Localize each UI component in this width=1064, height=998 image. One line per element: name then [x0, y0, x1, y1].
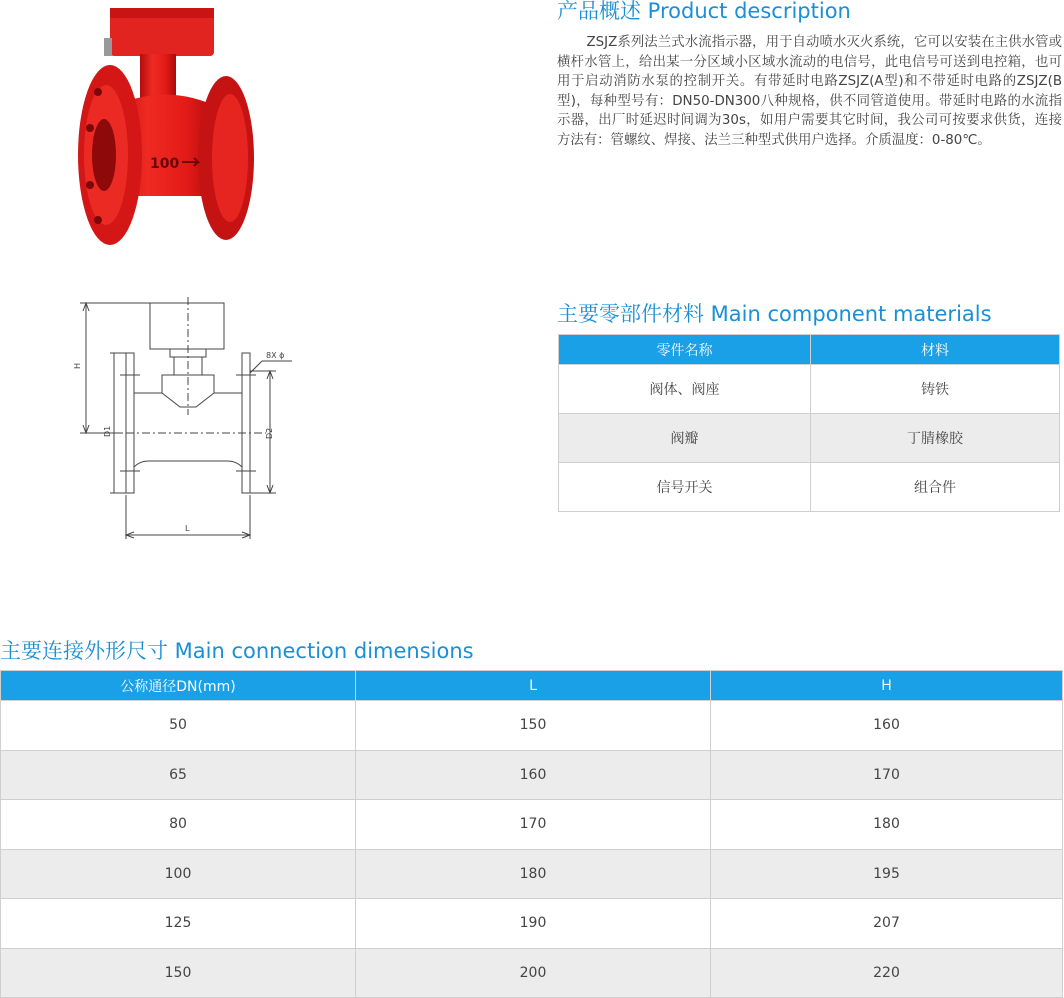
- product-description-heading: 产品概述 Product description: [557, 0, 851, 23]
- cell-l: 150: [356, 701, 711, 751]
- table-header-row: [559, 335, 1060, 365]
- label-d2: D2: [265, 427, 274, 439]
- label-h: H: [73, 362, 82, 369]
- cell-dn: 125: [1, 899, 356, 949]
- table-row: [559, 365, 1060, 414]
- table-row: [1, 948, 1063, 998]
- table-row: [1, 800, 1063, 850]
- cell-l: 160: [356, 750, 711, 800]
- label-d1: D1: [103, 425, 112, 437]
- column-header-l: L: [356, 671, 711, 701]
- product-photo: [70, 0, 270, 250]
- cell-material: 丁腈橡胶: [811, 414, 1060, 463]
- dimensions-heading: 主要连接外形尺寸 Main connection dimensions: [0, 639, 474, 663]
- materials-table: [558, 334, 1060, 512]
- cell-material: 组合件: [811, 463, 1060, 512]
- technical-drawing: [70, 295, 300, 545]
- cell-part: 阀瓣: [559, 414, 811, 463]
- cell-l: 180: [356, 849, 711, 899]
- column-header-part-name: 零件名称: [559, 335, 811, 365]
- cell-part: 信号开关: [559, 463, 811, 512]
- cell-l: 190: [356, 899, 711, 949]
- product-description-text: ZSJZ系列法兰式水流指示器，用于自动喷水灭火系统，它可以安装在主供水管或横杆水管上，给出某一分区域小区域水流动的电信号，此电信号可送到电控箱，也可用于启动消防水泵的控制开关。有带延时电路ZSJZ(A型)和不带延时电路的ZSJZ(B型)，每种型号有：DN50-DN300八种规格，供不同管道使用。带延时电路的水流指示器，出厂时延迟时间调为30s，如用户需要其它时间，我公司可按要求供货，连接方法有：管螺纹、焊接、法兰三种型式供用户选择。介质温度：0-80℃。: [557, 35, 1062, 148]
- label-l: L: [185, 524, 190, 533]
- table-row: [1, 701, 1063, 751]
- cell-dn: 150: [1, 948, 356, 998]
- table-row: [559, 414, 1060, 463]
- cell-h: 195: [711, 849, 1063, 899]
- label-holes: 8X ϕ: [266, 351, 285, 360]
- column-header-h: H: [711, 671, 1063, 701]
- cell-h: 220: [711, 948, 1063, 998]
- table-row: [1, 750, 1063, 800]
- table-header-row: [1, 671, 1063, 701]
- cell-l: 200: [356, 948, 711, 998]
- cell-dn: 100: [1, 849, 356, 899]
- cell-l: 170: [356, 800, 711, 850]
- cell-h: 170: [711, 750, 1063, 800]
- cell-dn: 65: [1, 750, 356, 800]
- column-header-material: 材料: [811, 335, 1060, 365]
- cell-material: 铸铁: [811, 365, 1060, 414]
- table-row: [1, 899, 1063, 949]
- cell-dn: 80: [1, 800, 356, 850]
- table-row: [559, 463, 1060, 512]
- materials-heading: 主要零部件材料 Main component materials: [557, 302, 992, 326]
- pipe-marking: 100: [150, 156, 180, 172]
- cell-h: 180: [711, 800, 1063, 850]
- dimensions-table: [0, 670, 1063, 998]
- cell-part: 阀体、阀座: [559, 365, 811, 414]
- table-row: [1, 849, 1063, 899]
- column-header-dn: 公称通径DN(mm): [1, 671, 356, 701]
- cell-h: 160: [711, 701, 1063, 751]
- cell-h: 207: [711, 899, 1063, 949]
- cell-dn: 50: [1, 701, 356, 751]
